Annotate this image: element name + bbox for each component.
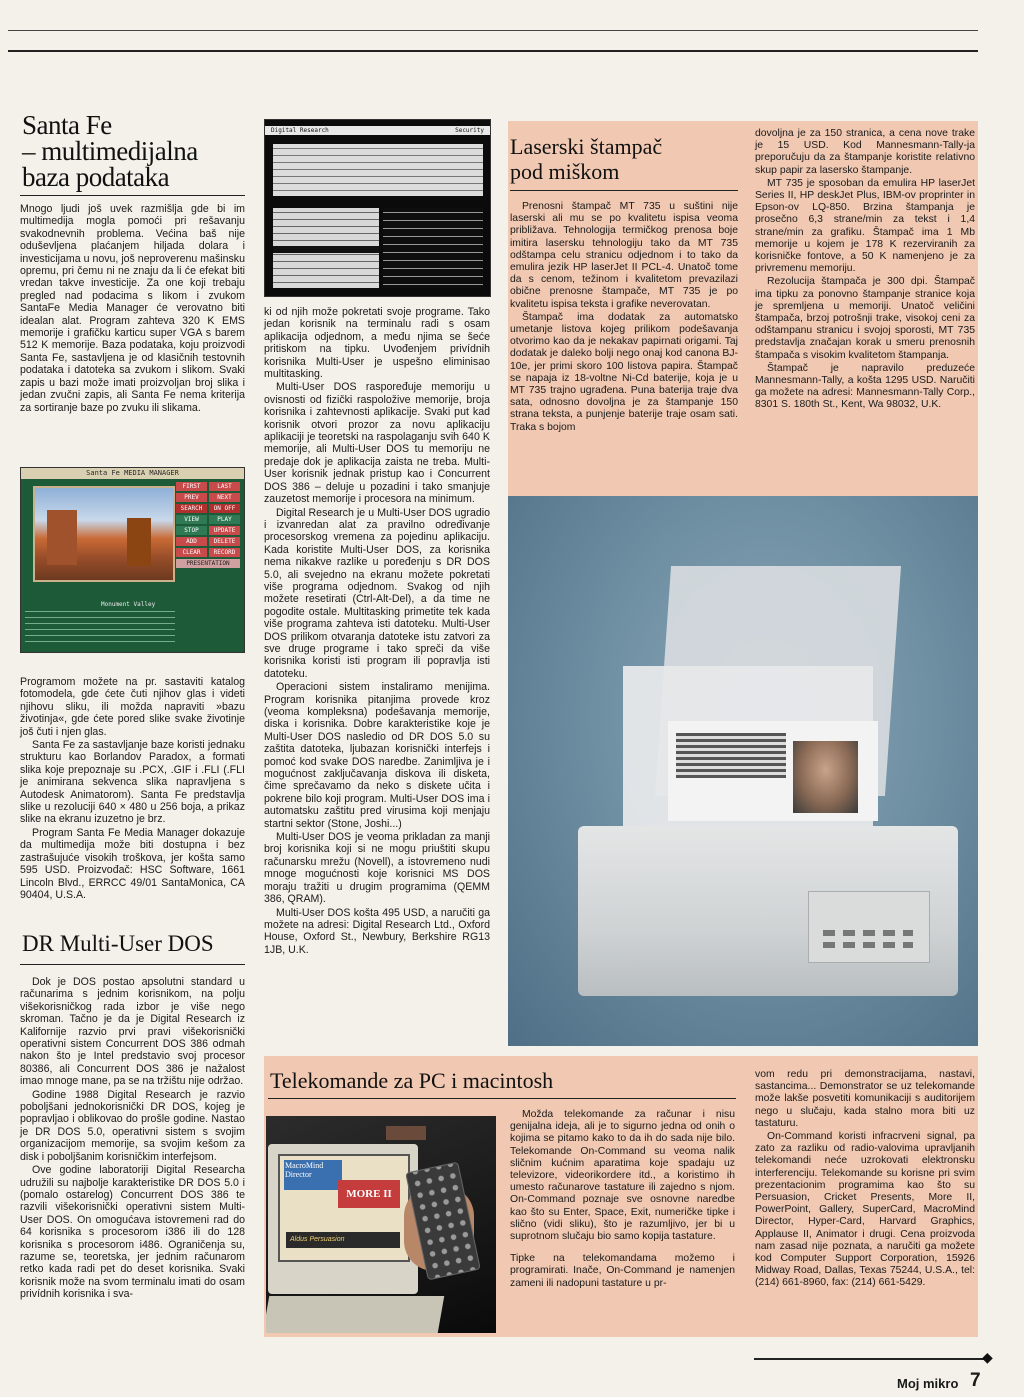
laser-printer-text-1: Prenosni štampač MT 735 u suštini nije laserski ali mu se po kvalitetu ispisa veoma približava. Tehnologija termičkog prenosa boje imitira lasersku tehnologiju tako da MT 735 odštampa celu stranicu odjednom i to tako da emulira jezik HP laserJet II PCL-4. Unatoč tome da s cenom, težinom i kvalitetom prevazilazi obične prenosne štampače, MT 735 je po kvalitetu ispisa teksta i grafike neverovatan. Štampač ima dodatak za automatsko umetanje listova kojeg prilikom podešavanja otvorimo kao da je nekakav papirnati origami. Taj dodatak je daleko bolji nego onaj kod canona BJ-10e, jer primi skoro 100 listova papira. Štampač se napaja iz 18-voltne Ni-Cd baterije, koja je u MT 735 trajno ugrađena. Puna baterija traje dva sata, odnosno dovoljna je za štampanje 150 strana teksta, a punjenje baterije traje osam sati. Traka s bojom [510, 201, 738, 433]
btn-first[interactable]: FIRST [176, 482, 207, 491]
santa-fe-record-caption: Monument Valley [101, 601, 156, 608]
remote-control-text-2: vom redu pri demonstracijama, nastavi, sastancima... Demonstrator se uz telekomande može lakše posvetiti komunikaciji s auditorijem nego u slučaju, kada stalno mora biti uz tastaturu. On-Command koristi infracrveni signal, pa zato za razliku od radio-valovima upravljanih telekomandi neće uzrokovati elektronsku interferenciju. Telekomande su korisne pri svim prezentacionim programima kao što su Persuasion, Cricket Presents, More II, PowerPoint, Gallery, SuperCard, MacroMind Director, Hyper-Card, Harvard Graphics, Applause II, Animator i drugi. Cena proizvoda nam zasad nije poznata, a naručiti ga možete kod Computer Support Corporation, 15926 Midway Road, Dallas, Texas 75244, U.S.A., tel: (214) 661-8960, fax: (214) 661-5429. [755, 1069, 975, 1289]
magazine-name: Moj mikro [897, 1376, 959, 1391]
santa-fe-text-1: Mnogo ljudi još uvek razmišlja gde bi im multimedija mogla pomoći pri rešavanju svakodnevnih problema. Većina baš nije oduševljena plaćanjem hiljada dolara i investicijama u novu, još neproverenu mašinsku opremu, pri čemu ni ne znaju da li će efekat biti vredan takve investicije. Za one koji trebaju pregled nad podacima s likom i zvukom SantaFe Media Manager će verovatno biti idealan alat. Program zahteva 320 K EMS memorije i grafičku karticu super VGA s barem 512 K memorije. Baza podataka, koju proizvodi Santa Fe, sastavljena je od klasičnih testovnih podataka i datoteka sa zvukom i slikom. Svaki zapis u bazi može imati proizvoljan broj slika i jedan zvučni zapis, ali Santa Fe nema kriterija za sortiranje baze po zvuku ili slikama. [20, 203, 245, 414]
btn-update[interactable]: UPDATE [209, 526, 240, 535]
btn-stop[interactable]: STOP [176, 526, 207, 535]
screen-window-persuasion: Aldus Persuasion [286, 1232, 400, 1248]
btn-next[interactable]: NEXT [209, 493, 240, 502]
multiuser-dos-screenshot [264, 119, 491, 297]
canyon-image [33, 486, 175, 582]
btn-record[interactable]: RECORD [209, 548, 240, 557]
monitor-screen [278, 1154, 410, 1262]
btn-play[interactable]: PLAY [209, 515, 240, 524]
remote-control-title: Telekomande za PC i macintosh [270, 1068, 554, 1093]
page-number: 7 [970, 1370, 981, 1391]
dos-screen-top-panel [273, 144, 483, 196]
dos-selected-row [273, 246, 379, 253]
santa-fe-screen-titlebar: Santa Fe MEDIA MANAGER [21, 468, 244, 479]
screen-window-director: MacroMind Director [284, 1160, 342, 1190]
btn-last[interactable]: LAST [209, 482, 240, 491]
santa-fe-title: Santa Fe – multimedijalna baza podataka [22, 110, 198, 192]
laser-printer-text-2: dovoljna je za 150 stranica, a cena nove trake je 15 USD. Kod Mannesmann-Tally-ja preporučuju da za štampanje koristite relativno skup papir za lasersko štampanje. MT 735 je sposoban da emulira HP laserJet Series II, HP deskJet Plus, IBM-ov proprinter in Epson-ov LQ-850. Brzina štampanja je prosečno 6,3 strane/min za tekst i 1,4 strane/min za grafiku. Štampač ima 1 Mb memorije u kojem je 178 K rezerviranih za korisničke fontove, a 50 K namenjeno je za privremenu memoriju. Rezolucija štampača je 300 dpi. Štampač ima tipku za ponovno štampanje stranice koja je spremljena u memoriji. Unatoč veličini štampača, brzoj potrošnji trake, visokoj ceni za odštampanu stranicu i svojoj sporosti, MT 735 predstavlja značajan korak u smeru prenosnih štampača s visokim kvalitetom štampanja. Štampač je napravilo preduzeće Mannesmann-Tally, a košta 1295 USD. Naručiti ga možete na adresi: Mannesmann-Tally Corp., 8301 S. 180th St., Kent, Wa 98032, U.K. [755, 128, 975, 411]
keyboard [266, 1296, 444, 1333]
santa-fe-title-rule [20, 195, 245, 196]
top-rule-thin [8, 30, 978, 31]
btn-view[interactable]: VIEW [176, 515, 207, 524]
laser-printer-title: Laserski štampač pod miškom [510, 134, 663, 184]
dr-multiuser-title-rule [20, 964, 245, 965]
btn-presentation[interactable]: PRESENTATION [176, 559, 240, 568]
desk-object [386, 1126, 426, 1140]
santa-fe-text-2: Programom možete na pr. sastaviti katalog fotomodela, gde ćete čuti njihov glas i videti njihovu sliku, ili možda napraviti »bazu životinja«, gde ćete pored slike svake životinje još čuti i njen glas. Santa Fe za sastavljanje baze koristi jednaku strukturu kao Borlandov Paradox, a formati slika koje prepoznaje su .PCX, .GIF i .FLI (.FLI je animirana sekvenca slika napravljena s Autodesk Animatorom). Santa Fe predstavlja slike u rezoluciji 640 × 480 u 256 boja, a prikaz slike na ekranu izuzetno je brz. Program Santa Fe Media Manager dokazuje da multimedija može biti dostupna i bez zastrašujuće visokih troškova, jer košta samo 595 USD. Proizvođač: HSC Software, 1661 Lincoln Blvd., ERRCC 49/01 SantaMonica, CA 90404, U.S.A. [20, 676, 245, 901]
santa-fe-button-grid [176, 482, 240, 568]
remote-control-title-rule [268, 1098, 736, 1099]
footer-rule [754, 1358, 984, 1360]
btn-search[interactable]: SEARCH [176, 504, 207, 513]
monitor-remote-photo [266, 1116, 496, 1333]
top-rule-thick [8, 50, 978, 52]
dr-multiuser-text-2: ki od njih može pokretati svoje programe. Tako jedan korisnik na terminalu radi s osam aplikacija odjednom, a među njima se šeće pritiskom na tipku. Uvođenjem privídnih korisnika Multi-User je uspešno eliminisao multitasking. Multi-User DOS raspoređuje memoriju u ovisnosti od fizički raspoložive memorije, broja korisnika i zahtevnosti aplikacije. Svaki put kad korisnik otvori prozor za novu aplikaciju aplikaciji je teoretski na raspolaganju svih 640 K memorije, ali Multi-User DOS tu memoriju ne predaje dok je aplikacija zaista ne treba. Multi-User korisnik jednak pristup kao i Concurrent DOS 386 – deluje u pozadini i tako smanjuje zauzetost memorije i procesora na minimum. Digital Research je u Multi-User DOS ugradio i izvanredan alat za pravilno određivanje procesorskog vremena za pojedinu aplikaciju. Kada koristite Multi-User DOS, za korisnika nema nikakve razlike u poređenju s DR DOS 5.0, ali svejedno na ekranu možete pokretati više programa odjednom. Svakog od njih možete resetirati (Ctrl-Alt-Del), a da time ne pogodite ostale. Multitasking primetite tek kada više programa zahteva isti datoteku. Multi-User DOS prilikom otvaranja datoteke istu zatvori za sve druge programe i tako spreči da više korisnika koristi isti program ili popravlja isti datoteku. Operacioni sistem instaliramo menijima. Program korisnika pitanjima provede kroz (veoma kompleksna) podešavanja memorije, diska i korisnika. Dobre karakteristike koje je Multi-User DOS nasledio od DR DOS 5.0 su zaštita datoteka, ljubazan korisnički interfejs i pomoć kod svake DOS naredbe. Zanimljiva je i mogućnost zaključavanja diskova ili disketa, čime sprečavamo da neko s diskete učita i pokrene bilo koji program. Multi-User DOS ima i automatsku zaštitu pred virusima koji menjaju startni sektor (Stone, Joshi...) Multi-User DOS je veoma prikladan za manji broj korisnika koji si ne mogu priuštiti skupu računarsku mrežu (Novell), a istovremeno nudi mnoge mogućnosti koje korisnici MS DOS moraju tražiti u drugim programima (QEMM 386, QRAM). Multi-User DOS košta 495 USD, a naručiti ga možete na adresi: Digital Research Ltd., Oxford House, Oxford St., Newbury, Berkshire RG13 1JB, U.K. [264, 306, 490, 956]
dr-multiuser-text-1: Dok je DOS postao apsolutni standard u računarima s jednim korisnikom, na polju višekorisničkog rada izbor je više nego skroman. Tačno je da je Digital Research iz Kalifornije razvio prvi pravi višekorisnički operativni sistem Concurrent DOS 386 odmah nakon što je Intel predstavio svoj procesor 80386, ali Concurrent DOS 386 je nažalost imao mnoge mane, pa se na tržištu nije održao. Godine 1988 Digital Research je razvio poboljšani jednokorisnički DR DOS, kojeg je popravljao i oblikovao do prošle godine. Nastao je DR DOS 5.0, operativni sistem s svojim organizacijom memorije, sa svojim kešom za disk i poboljšanim korisničkim interfejsom. Ove godine laboratoriji Digital Researcha udružili su najbolje karakteristike DR DOS 5.0 i (pomalo ostarelog) Concurrent DOS 386 te razvili višekorisnički operativni sistem Multi-User DOS. On omogućava istovremeni rad do 64 korisnika s procesorom i386 ili do 128 korisnika s procesorom i486. Ograničenja su, razume se, teoretska, jer jednim računarom retko kada radi pet do deset korisnika. Svaki korisnik može na svom terminalu imati do osam privídnih korisnika i sva- [20, 976, 245, 1301]
screen-window-more: MORE II [338, 1180, 400, 1208]
laser-printer-title-rule [510, 190, 738, 191]
printer-control-panel [808, 891, 930, 963]
btn-on-off[interactable]: ON OFF [209, 504, 240, 513]
printer-output-sheet [668, 721, 878, 821]
portrait-image [793, 741, 858, 813]
btn-delete[interactable]: DELETE [209, 537, 240, 546]
dos-screen-left-panel [273, 208, 379, 288]
footer-arrow-icon: ◆ [982, 1349, 993, 1365]
dos-screen-right-panel [383, 208, 483, 288]
dos-screen-titlebar: Digital Research Security [265, 126, 490, 135]
portable-printer-photo [508, 496, 978, 1046]
btn-clear[interactable]: CLEAR [176, 548, 207, 557]
remote-control-text-1: Možda telekomande za računar i nisu genijalna ideja, ali je to sigurno jedna od onih o kojima se pitamo kako to da ih do sada nije bilo. Telekomande On-Command su veoma nalik sličnim kućnim aparatima koje spadaju uz televizore, videorikordere itd., a koristimo ih umesto računarove tastature ili zajedno s njom. On-Command poznaje sve osnovne naredbe kao što su Enter, Space, Exit, numeričke tipke i slično (vidi sliku), što je razumljivo, jer bi u suprotnom slučaju bio samo kopija tastature. Tipke na telekomandama možemo i programirati. Inače, On-Command je namenjen zameni ili nadopuni tastature u pr- [510, 1109, 735, 1289]
dr-multiuser-title: DR Multi-User DOS [22, 931, 214, 956]
santa-fe-record-fields [25, 608, 175, 646]
santa-fe-screenshot [20, 467, 245, 653]
btn-prev[interactable]: PREV [176, 493, 207, 502]
btn-add[interactable]: ADD [176, 537, 207, 546]
